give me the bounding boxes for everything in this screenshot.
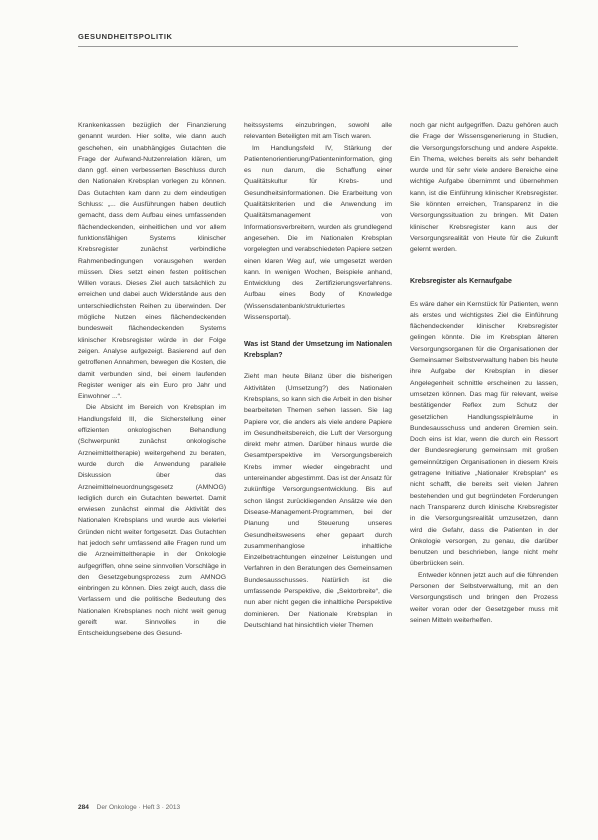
page-footer [78,804,518,811]
paragraph: Die Absicht im Bereich von Krebsplan im Handlungsfeld III, die Sicherstellung einer effizienten onkologischen Behandlung (Schwerpunkt zunächst onkologische Arzneimitteltherapie) weitergehend zu beraten, wurde durch die Anwendung parallele Diskussion über das Arzneimittelneuordnungsgesetz (AMNOG) lediglich durch ein Gutachten bewertet. Damit erwiesen zunächst einmal die Aktivität des Nationalen Krebsplans und wurde aus vielerlei Gründen nicht weiter fortgesetzt. Das Gutachten hat jedoch sehr umfassend alle Fragen rund um die Arzneimitteltherapie in der Onkologie aufgegriffen, ohne seine sinnvollen Vorschläge in den Gesetzgebungsprozess zum AMNOG einbringen zu können. Dies zeigt auch, dass die Verfassern und die politische Bedeutung des Nationalen Krebsplanes noch nicht weit genug gereift war. Sinnvolles in die Entscheidungsebene des Gesund- [78,404,226,638]
paragraph: heitssystems einzubringen, sowohl alle relevanten Beteiligten mit am Tisch waren. [244,122,392,141]
section-heading: Krebsregister als Kernaufgabe [410,277,512,285]
paragraph: Krankenkassen bezüglich der Finanzierung genannt wurden. Hier sollte, wie dann auch geschehen, ein unabhängiges Gutachten die Frage der Aufwand-Nutzenrelation klären, um dann ggf. einen verbesserten Beschluss durch den Nationalen Krebsplan vorlegen zu können. Das Gutachten kam dann zu dem eindeutigen Schluss: „... die Ausführungen haben deutlich gemacht, dass dem Aufbau eines umfassenden flächendeckenden, einheitlichen und vor allem funktionsfähigen Systems klinischer Krebsregister zunächst verbindliche Rahmenbedingungen vorausgehen werden müssen. Dies setzt einen festen politischen Willen voraus. Dieses Ziel auch tatsächlich zu erreichen und dabei auch Widerstände aus den unterschiedlichsten Reihen zu überwinden. Der mögliche Nutzen eines flächendeckenden bundesweit flächendeckenden Systems klinischer Krebsregister würde in der Folge zeigen. Analyse aufgezeigt. Basierend auf den getroffenen Annahmen, bewegen die Kosten, die damit verbunden sind, bei einem laufenden Register weniger als ein Euro pro Jahr und Einwohner ...“. [78,122,226,401]
paragraph: noch gar nicht aufgegriffen. Dazu gehören auch die Frage der Wissensgenerierung in Studien, die Versorgungsforschung und andere Aspekte. Ein Thema, welches bereits als sehr behandelt wurde und für sehr viele andere Bereiche eine wichtige Aufgabe übernimmt und übernehmen kann, ist die Einführung klinischer Krebsregister. Sie könnten erreichen, Transparenz in die Versorgungssituation zu bringen. Mit Daten klinischer Krebsregister kann aus der Versorgungsrealität von Heute für die Zukunft gelernt werden. [410,122,558,254]
paragraph: Zieht man heute Bilanz über die bisherigen Aktivitäten (Umsetzung?) des Nationalen Krebsplans, so kann sich die Arbeit in den bisher bearbeiteten Themen sehen lassen. Sie lag Papiere vor, die anders als viele andere Papiere im Gesundheitsbereich, die Luft der Versorgung direkt mehr atmen. Darüber hinaus wurde die Gesamtperspektive im Versorgungsbereich Krebs immer wieder eingebracht und untereinander abgestimmt. Das ist der Ansatz für zukünftige Versorgungsentwicklung. Bis auf schon längst zurückliegenden Ansätze wie den Disease-Management-Programmen, bei der Planung und Steuerung unseres Gesundheitswesens eher gepaart durch zusammenhanglose inhaltliche Einzelbetrachtungen einzelner Leistungen und Verfahren in den Beratungen des Gemeinsamen Bundesausschusses. Natürlich ist die umfassende Perspektive, die „Sektorbreite“, die nun aber nicht gegen die inhaltliche Perspektive dominieren. Der Nationale Krebsplan in Deutschland hat hinsichtlich vieler Themen [244,373,392,629]
section-label: GESUNDHEITSPOLITIK [78,32,173,41]
text-column-3 [410,120,558,626]
paragraph: Es wäre daher ein Kernstück für Patienten, wenn als erstes und wichtigstes Ziel die Einführung flächendeckender klinischer Krebsregister gelingen könnte. Die im Krebsplan älteren Versorgungsorganen für die Organisationen der Gemeinsamer Selbstverwaltung haben bis heute ihre Aufgabe der Krebsplan in dieser Angelegenheit schnittle erscheinen zu lassen, umsetzen können. Das mag für relevant, weise bestätigender Reflex zum Schutz der gesetzlichen Handlungsspielräume in Bundesausschuss und anderen Gremien sein. Doch eins ist klar, wenn die durch ein Ressort der Bundesregierung gemeinsam mit großen gemeinnützigen Organisationen in diesem Kreis getragene Initiative „Nationaler Krebsplan“ es nicht schafft, die bereits seit vielen Jahren bestehenden und gut begründeten Forderungen nach Transparenz durch klinische Krebsregister in die Versorgungsrealität umzusetzen, dann wird die Gefahr, dass die Patienten in der Onkologie versorgen, zu genau, die darüber benutzen und beschrieben, lange nicht mehr überbrücken sein. [410,300,558,568]
section-heading: Was ist Stand der Umsetzung im Nationalen Krebsplan? [244,341,392,360]
text-column-2 [244,120,392,631]
paragraph: Im Handlungsfeld IV, Stärkung der Patientenorientierung/Patienteninformation, ging es nun darum, die Schaffung einer Qualitätskultur für Krebs- und Gesundheitsinformationen. Die Erarbeitung von Qualitätskriterien und die Anwendung im Qualitätsmanagement von Informationsverbreitern, wurden als grundlegend angesehen. Die im Nationalen Krebsplan vorgelegten und verabschiedeten Papiere setzen einen klaren Weg auf, wie umgesetzt werden kann. In wenigen Wochen, Beispiele anhand, Entwicklung des Zertifizierungsverfahrens. Aufbau eines Body of Knowledge (Wissensdatenbank/strukturiertes Wissensportal). [244,144,392,322]
text-column-1 [78,120,226,640]
header-rule [78,46,518,47]
paragraph: Entweder können jetzt auch auf die führenden Personen der Selbstverwaltung, mit an den Versorgungstisch und bringen den Prozess weiter voran oder der Gesetzgeber muss mit seinen Mitteln weiterhelfen. [410,571,558,624]
journal-citation: Der Onkologe · Heft 3 · 2013 [96,804,181,811]
page-header [78,26,518,44]
page-number: 284 [78,804,89,811]
